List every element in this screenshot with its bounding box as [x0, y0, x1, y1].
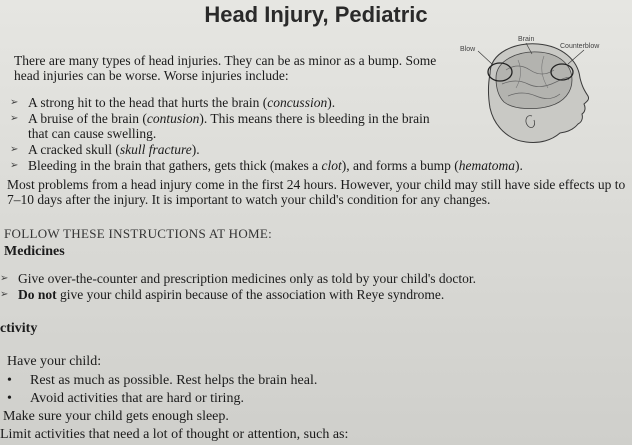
arrow-bullet-icon: ➢: [10, 160, 19, 171]
injury-list: [8, 95, 608, 174]
medicines-heading: Medicines: [4, 244, 65, 259]
list-item: ➢ Do not give your child aspirin because of the association with Reye syndrome.: [0, 287, 445, 302]
list-item: ➢ A strong hit to the head that hurts the brain (concussion).: [10, 95, 336, 110]
list-item: ➢ Give over-the-counter and prescription medicines only as told by your child's doctor.: [0, 271, 477, 286]
list-item: Avoid activities that are hard or tiring.: [30, 391, 244, 406]
follow-heading: FOLLOW THESE INSTRUCTIONS AT HOME:: [4, 226, 273, 241]
list-item: Rest as much as possible. Rest helps the brain heal.: [30, 373, 318, 388]
sleep-line: Make sure your child gets enough sleep.: [3, 409, 229, 424]
arrow-bullet-icon: ➢: [10, 97, 19, 108]
brain-label: Brain: [518, 36, 535, 43]
counterblow-label: Counterblow: [560, 43, 600, 50]
limit-line: Limit activities that need a lot of thought or attention, such as:: [0, 427, 349, 442]
activity-intro: Have your child:: [7, 354, 102, 369]
bullet-icon: •: [7, 391, 12, 406]
activity-heading: ctivity: [0, 321, 38, 336]
arrow-bullet-icon: ➢: [0, 289, 9, 300]
list-item: ➢ Bleeding in the brain that gathers, gets thick (makes a clot), and forms a bump (hematoma).: [10, 158, 523, 173]
list-item: ➢ A cracked skull (skull fracture).: [10, 142, 200, 157]
medicines-list: [0, 271, 600, 303]
arrow-bullet-icon: ➢: [0, 273, 9, 284]
page-title: Head Injury, Pediatric: [204, 2, 428, 27]
intro-paragraph: There are many types of head injuries. They can be as minor as a bump. Some head injuries can be worse. Worse injuries include:: [14, 53, 437, 83]
bullet-icon: •: [7, 373, 12, 388]
arrow-bullet-icon: ➢: [10, 144, 19, 155]
list-item: ➢ A bruise of the brain (contusion). This means there is bleeding in the brain that can cause swelling.: [10, 111, 430, 141]
warning-paragraph: Most problems from a head injury come in the first 24 hours. However, your child may still have side effects up to 7–10 days after the injury. It is important to watch your child's condition for any changes.: [7, 177, 626, 207]
arrow-bullet-icon: ➢: [10, 113, 19, 124]
blow-label: Blow: [460, 46, 476, 53]
